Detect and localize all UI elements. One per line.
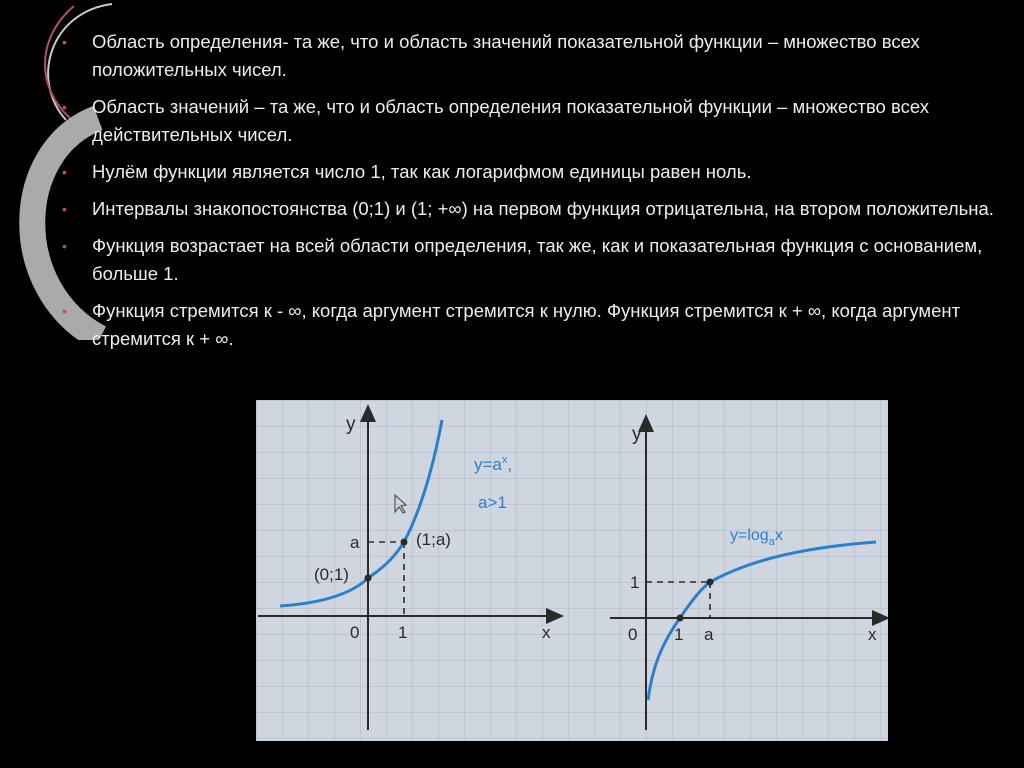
- right-x-axis-label: x: [868, 625, 877, 644]
- grid-lines: [256, 400, 888, 741]
- bullet-item: [62, 297, 1002, 353]
- bullet-item: [62, 28, 1002, 84]
- bullet-item: [62, 195, 1002, 223]
- bullet-text: Нулём функции является число 1, так как логарифмом единицы равен ноль.: [92, 161, 752, 182]
- bullet-text: Функция стремится к - ∞, когда аргумент стремится к нулю. Функция стремится к + ∞, когда аргумент стремится к + ∞.: [92, 300, 961, 349]
- bullet-marker: •: [62, 303, 67, 319]
- right-a-x-label: a: [704, 625, 714, 644]
- point-0-1: [365, 575, 372, 582]
- left-y-axis-label: y: [346, 414, 356, 435]
- bullet-text: Область значений – та же, что и область определения показательной функции – множество всех действительных чисел.: [92, 96, 929, 145]
- bullet-item: [62, 232, 1002, 288]
- bullet-list: [62, 28, 1002, 362]
- bullet-text: Функция возрастает на всей области определения, так же, как и показательная функция с основанием, больше 1.: [92, 235, 983, 284]
- left-a-label: a: [350, 533, 360, 552]
- right-one-x-label: 1: [674, 625, 684, 644]
- left-origin-label: 0: [350, 623, 360, 642]
- point-log-1-0: [677, 615, 684, 622]
- left-x-axis-label: x: [542, 623, 551, 642]
- right-one-y-label: 1: [630, 573, 640, 592]
- bullet-marker: •: [62, 201, 67, 217]
- bullet-text: Интервалы знакопостоянства (0;1) и (1; +∞) на первом функция отрицательна, на втором положительна.: [92, 198, 994, 219]
- point-log-a-1: [707, 579, 714, 586]
- bullet-marker: •: [62, 34, 67, 50]
- graphs-photo: [256, 400, 888, 741]
- right-y-axis-label: y: [632, 424, 642, 445]
- point-0-1-label: (0;1): [314, 565, 349, 584]
- bullet-item: [62, 93, 1002, 149]
- logarithm-formula: $y=\log_ax$: [730, 527, 783, 548]
- exponential-formula: $y=a^x$,: [474, 454, 513, 474]
- bullet-marker: •: [62, 238, 67, 254]
- bullet-item: [62, 158, 1002, 186]
- point-1-a: [401, 539, 408, 546]
- point-1-a-label: (1;a): [416, 530, 451, 549]
- right-origin-label: 0: [628, 625, 638, 644]
- bullet-marker: •: [62, 99, 67, 115]
- exponential-condition: a>1: [478, 493, 507, 512]
- bullet-text: Область определения- та же, что и область значений показательной функции – множество всех положительных чисел.: [92, 31, 920, 80]
- graphs-svg: [256, 400, 888, 741]
- left-one-label: 1: [398, 623, 408, 642]
- bullet-marker: •: [62, 164, 67, 180]
